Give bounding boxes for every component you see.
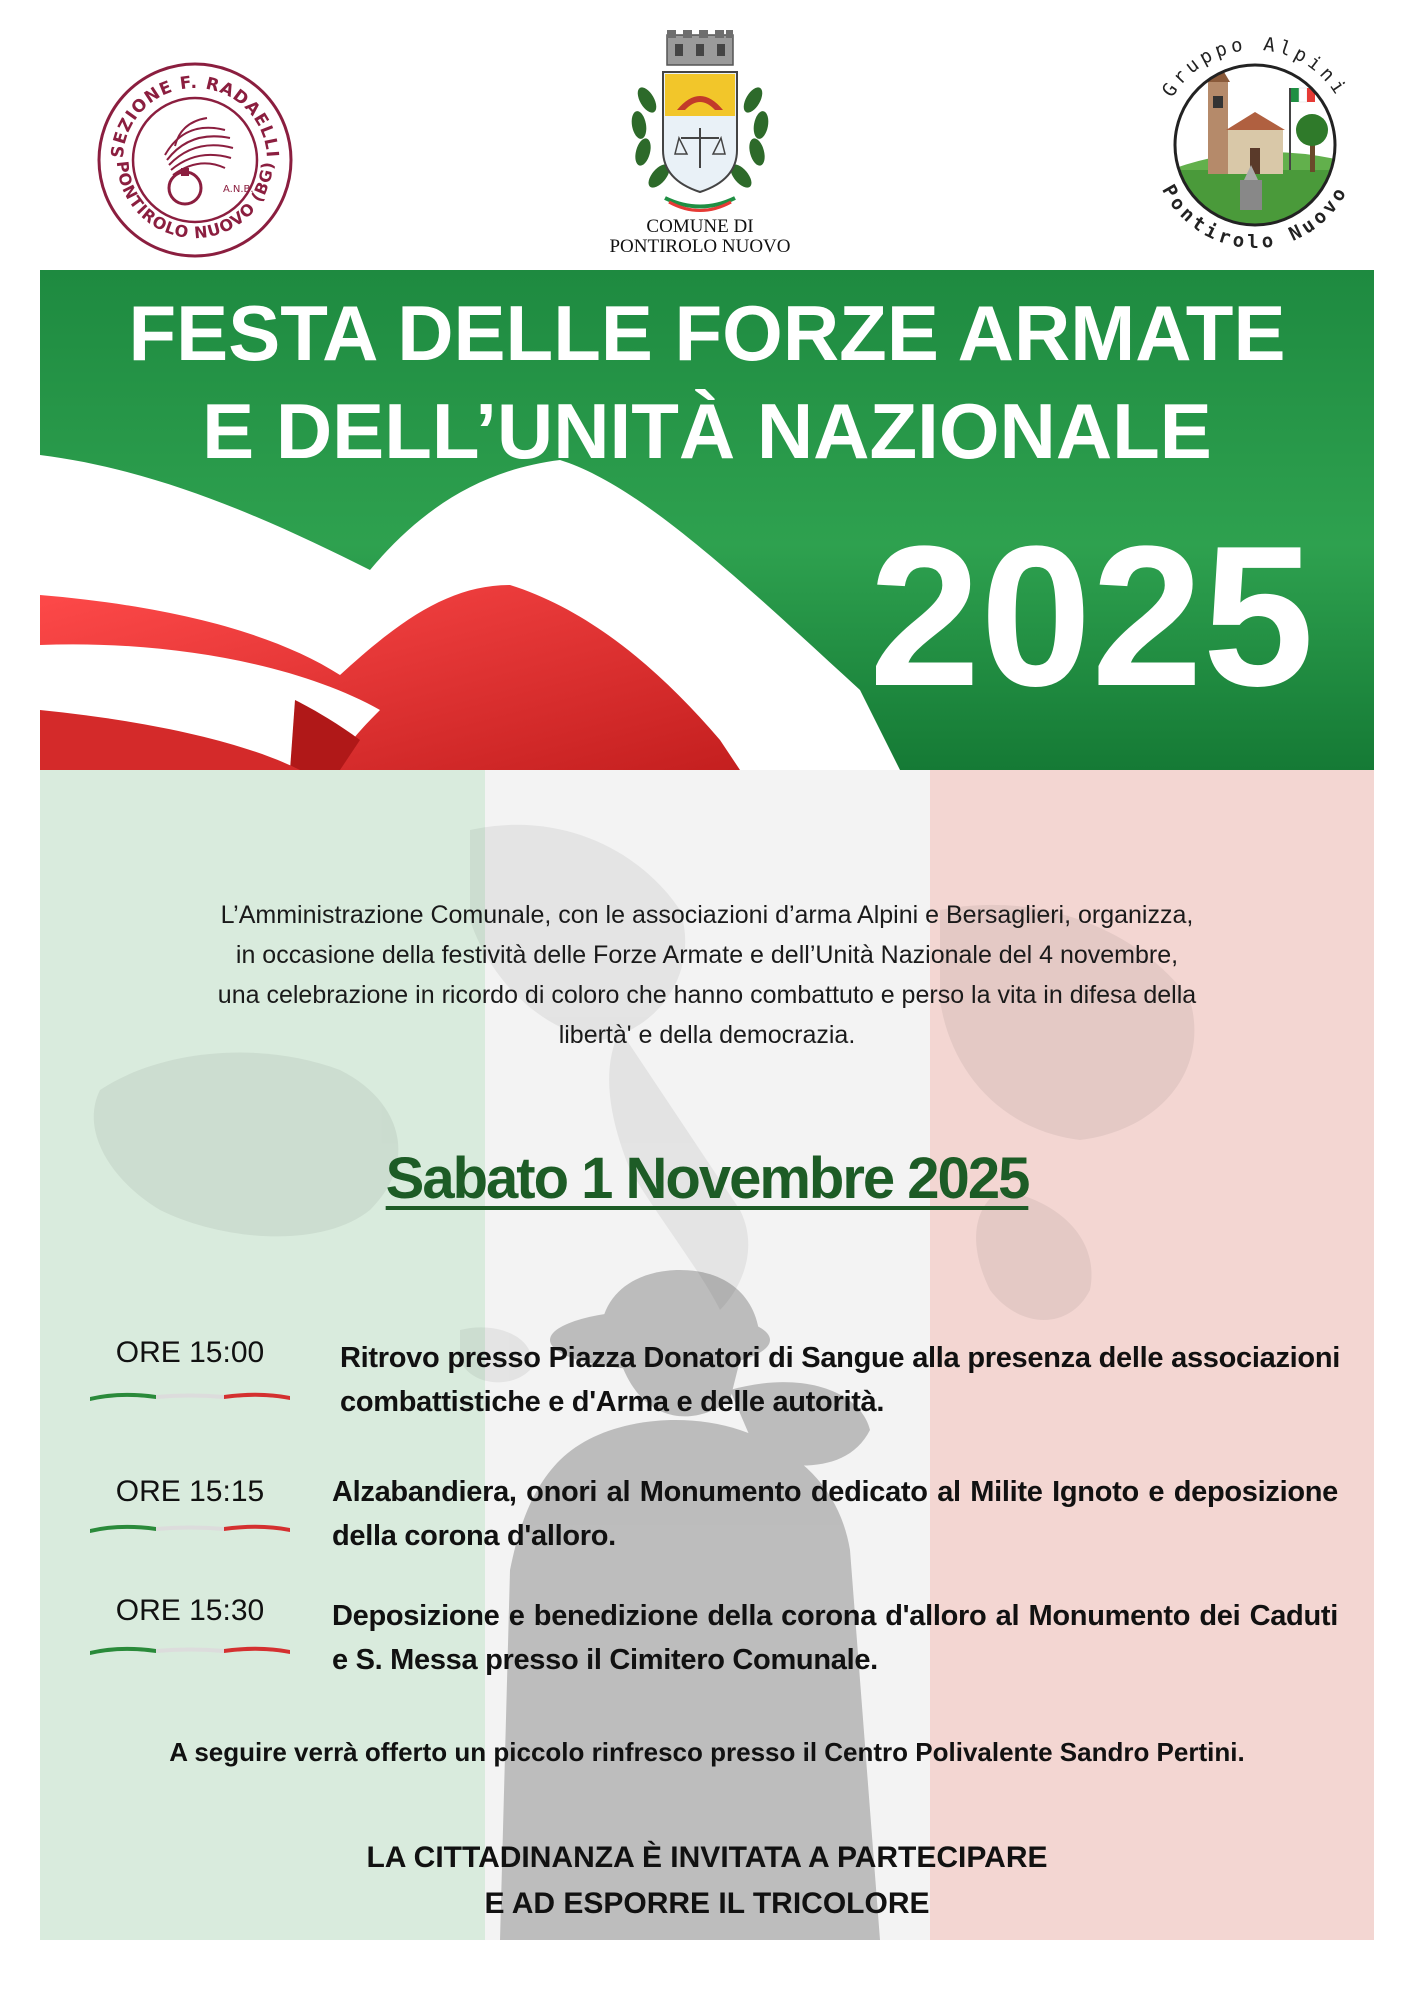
- closing-line-2: E AD ESPORRE IL TRICOLORE: [484, 1887, 930, 1920]
- svg-text:A.N.B.: A.N.B.: [223, 184, 254, 195]
- schedule-time-2: ORE 15:15: [115, 1475, 265, 1508]
- svg-text:Pontirolo Nuovo: Pontirolo Nuovo: [1157, 180, 1353, 253]
- title-banner: [40, 270, 1374, 770]
- intro-paragraph: [60, 895, 1354, 1055]
- comune-caption-line1: COMUNE DI: [646, 216, 754, 237]
- schedule-time-1: ORE 15:00: [115, 1336, 265, 1369]
- svg-text:SEZIONE F. RADAELLI: SEZIONE F. RADAELLI: [107, 72, 283, 159]
- intro-line-1: L’Amministrazione Comunale, con le associazioni d’arma Alpini e Bersaglieri, organizza,: [220, 901, 1194, 929]
- refreshment-note: A seguire verrà offerto un piccolo rinfresco presso il Centro Polivalente Sandro Pertini.: [169, 1737, 1245, 1767]
- schedule-text-1: Ritrovo presso Piazza Donatori di Sangue alla presenza delle associazioni combattistiche e d'Arma e delle autorità.: [340, 1342, 1340, 1418]
- banner-title: [40, 284, 1374, 480]
- tricolor-body: [40, 770, 1374, 1940]
- schedule-text-2: Alzabandiera, onori al Monumento dedicato al Milite Ignoto e deposizione della corona d'alloro.: [332, 1476, 1338, 1552]
- comune-caption: [560, 217, 840, 257]
- schedule-text-3: Deposizione e benedizione della corona d'alloro al Monumento dei Caduti e S. Messa presso il Cimitero Comunale.: [332, 1600, 1338, 1676]
- tricolor-ribbon-3: [90, 1642, 290, 1656]
- intro-line-2: in occasione della festività delle Forze Armate e dell’Unità Nazionale del 4 novembre,: [235, 941, 1179, 969]
- banner-title-line2: E DELL’UNITÀ NAZIONALE: [202, 387, 1212, 475]
- comune-caption-line2: PONTIROLO NUOVO: [609, 236, 791, 257]
- svg-text:Gruppo Alpini: Gruppo Alpini: [1157, 33, 1353, 102]
- sezione-radaelli-logo: [95, 60, 295, 260]
- tricolor-ribbon-1: [90, 1388, 290, 1402]
- intro-line-4: libertà' e della democrazia.: [558, 1021, 856, 1049]
- banner-year: 2025: [869, 505, 1314, 728]
- event-date: Sabato 1 Novembre 2025: [385, 1146, 1029, 1211]
- closing-line-1: LA CITTADINANZA È INVITATA A PARTECIPARE: [366, 1841, 1048, 1874]
- intro-line-3: una celebrazione in ricordo di coloro che hanno combattuto e perso la vita in difesa della: [217, 981, 1197, 1009]
- svg-text:PONTIROLO NUOVO (BG): PONTIROLO NUOVO (BG): [112, 160, 278, 243]
- gruppo-alpini-logo: [1140, 20, 1370, 270]
- tricolor-ribbon-2: [90, 1520, 290, 1534]
- schedule-time-3: ORE 15:30: [115, 1594, 265, 1627]
- banner-title-line1: FESTA DELLE FORZE ARMATE: [128, 289, 1286, 377]
- closing-invitation: [40, 1835, 1374, 1927]
